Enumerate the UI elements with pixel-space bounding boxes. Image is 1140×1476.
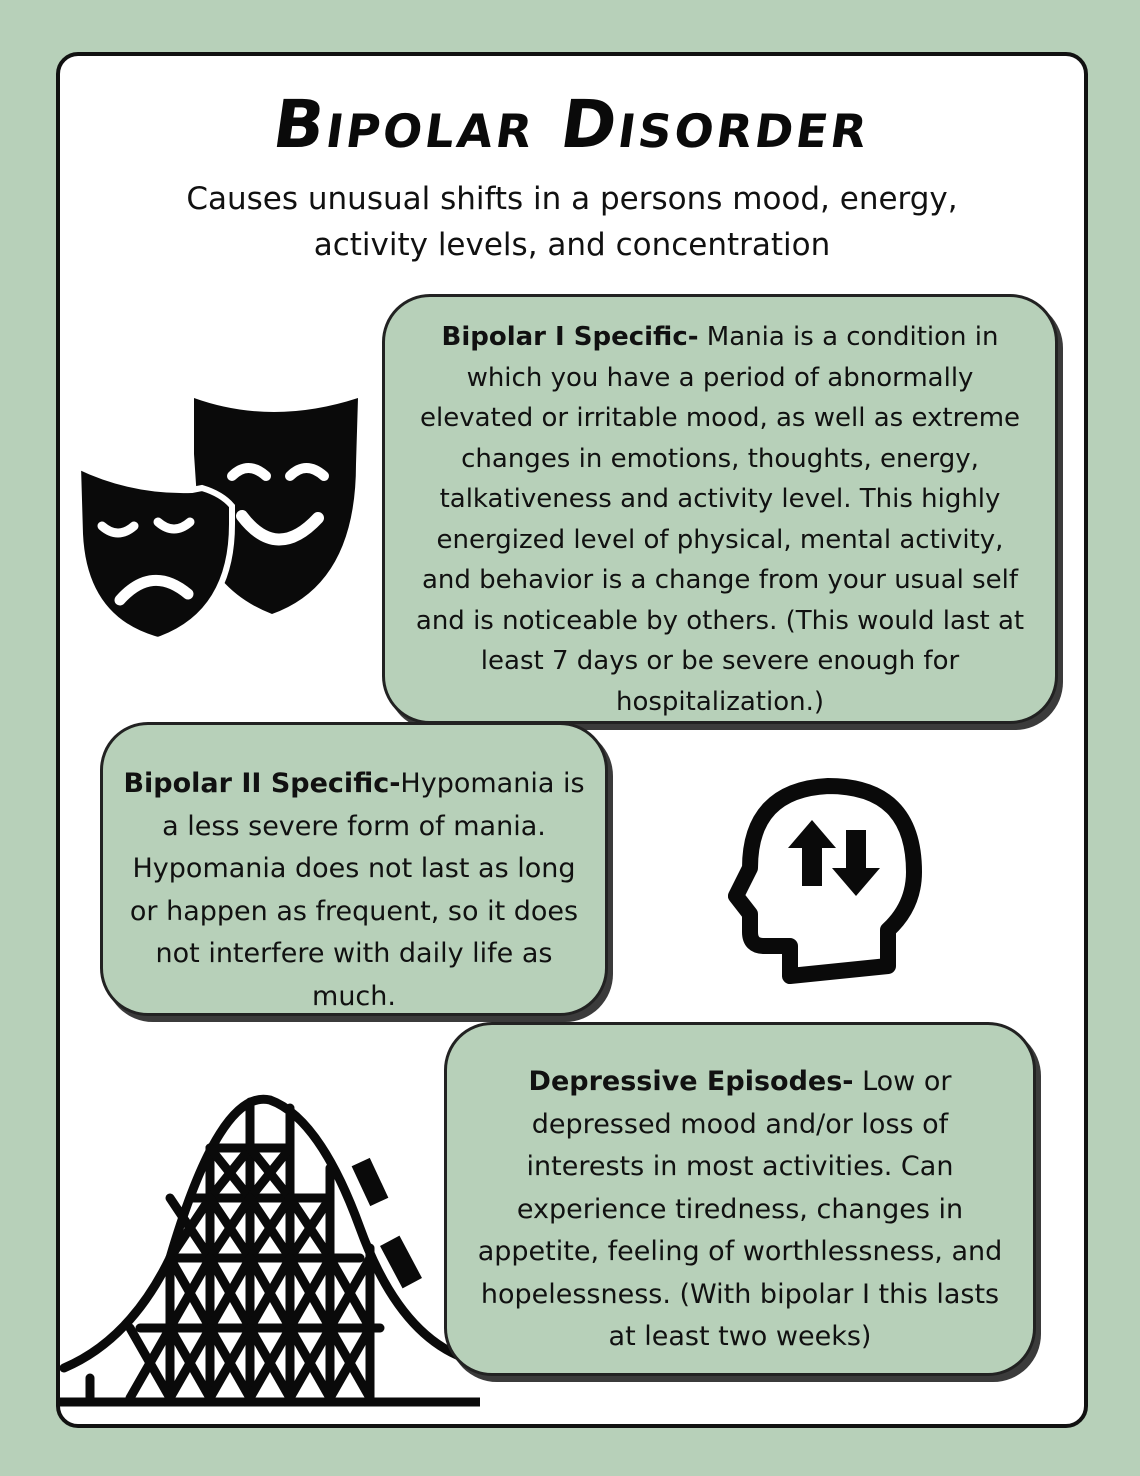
depressive-text: Low or depressed mood and/or loss of interests in most activities. Can experience tiredness, changes in appetite, feeling of worthlessness, and hopelessness. (With bipolar I this lasts at least two weeks)	[477, 1066, 1003, 1352]
depressive-episodes-bubble	[444, 1022, 1036, 1376]
roller-coaster-icon	[60, 1078, 480, 1424]
bipolar-two-heading: Bipolar II Specific-	[123, 768, 401, 799]
page-title: Bipolar Disorder	[268, 86, 876, 163]
depressive-heading: Depressive Episodes-	[528, 1066, 854, 1097]
bipolar-one-bubble	[382, 294, 1058, 724]
bipolar-two-text: Hypomania is a less severe form of mania. Hypomania does not last as long or happen as frequent, so it does not interfere with daily life as much.	[129, 768, 585, 1012]
bipolar-one-text: Mania is a condition in which you have a period of abnormally elevated or irritable mood, as well as extreme changes in emotions, thoughts, energy, talkativeness and activity level. This highly energized level of physical, mental activity, and behavior is a change from your usual self and is noticeable by others. (This would last at least 7 days or be severe enough for hospitalization.)	[415, 322, 1025, 717]
head-mood-arrows-icon	[728, 768, 928, 988]
theater-masks-icon	[72, 394, 362, 644]
page-subtitle: Causes unusual shifts in a persons mood, energy, activity levels, and concentration	[186, 181, 958, 263]
bipolar-two-bubble	[100, 722, 608, 1016]
bipolar-one-heading: Bipolar I Specific-	[441, 322, 699, 352]
info-card	[56, 52, 1088, 1428]
